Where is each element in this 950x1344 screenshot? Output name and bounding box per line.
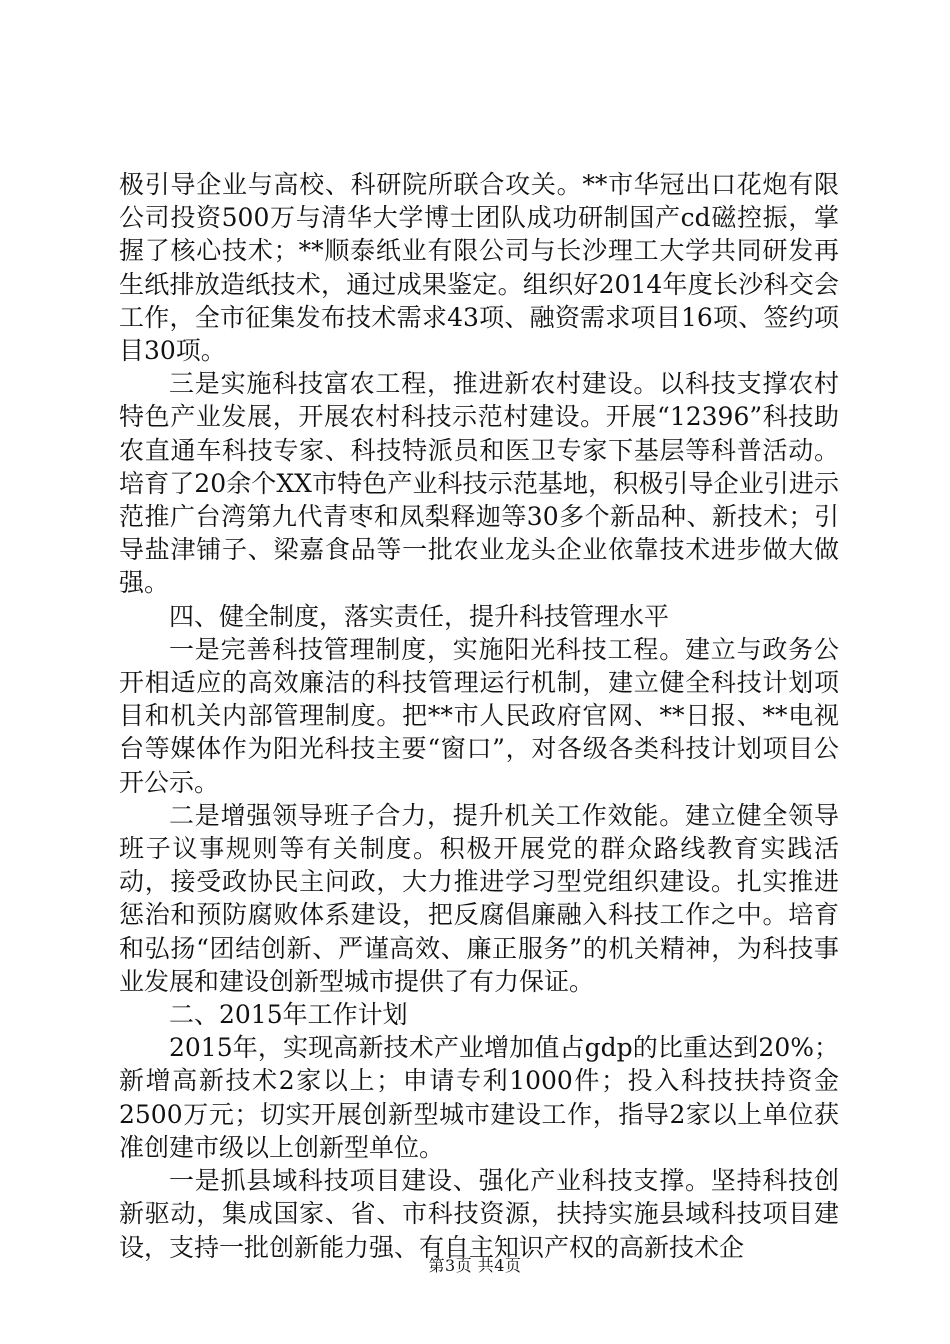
paragraph-3: 一是完善科技管理制度，实施阳光科技工程。建立与政务公开相适应的高效廉洁的科技管理运行机制，建立健全科技计划项目和机关内部管理制度。把**市人民政府官网、**日报、**电视台等媒体作为阳光科技主要“窗口”，对各级各类科技计划项目公开公示。 <box>119 634 839 797</box>
paragraph-2: 三是实施科技富农工程，推进新农村建设。以科技支撑农村特色产业发展，开展农村科技示范村建设。开展“12396”科技助农直通车科技专家、科技特派员和医卫专家下基层等科普活动。培育了20余个XX市特色产业科技示范基地，积极引导企业引进示范推广台湾第九代青枣和凤梨释迦等30多个新品种、新技术；引导盐津铺子、梁嘉食品等一批农业龙头企业依靠技术进步做大做强。 <box>119 369 839 598</box>
document-body <box>119 168 839 1264</box>
paragraph-5: 2015年，实现高新技术产业增加值占gdp的比重达到20%；新增高新技术2家以上；申请专利1000件；投入科技扶持资金2500万元；切实开展创新型城市建设工作，指导2家以上单位获准创建市级以上创新型单位。 <box>119 1033 839 1162</box>
section-heading-plan: 二、2015年工作计划 <box>169 1000 408 1030</box>
paragraph-6: 一是抓县域科技项目建设、强化产业科技支撑。坚持科技创新驱动，集成国家、省、市科技资源，扶持实施县域科技项目建设，支持一批创新能力强、有自主知识产权的高新技术企 <box>119 1166 839 1262</box>
section-heading-4: 四、健全制度，落实责任，提升科技管理水平 <box>169 601 670 631</box>
page-footer: 第3页 共4页 <box>428 1256 522 1275</box>
paragraph-4: 二是增强领导班子合力，提升机关工作效能。建立健全领导班子议事规则等有关制度。积极开展党的群众路线教育实践活动，接受政协民主问政，大力推进学习型党组织建设。扎实推进惩治和预防腐败体系建设，把反腐倡廉融入科技工作之中。培育和弘扬“团结创新、严谨高效、廉正服务”的机关精神，为科技事业发展和建设创新型城市提供了有力保证。 <box>119 800 839 996</box>
paragraph-1: 极引导企业与高校、科研院所联合攻关。**市华冠出口花炮有限公司投资500万与清华大学博士团队成功研制国产cd磁控振，掌握了核心技术；**顺泰纸业有限公司与长沙理工大学共同研发再生纸排放造纸技术，通过成果鉴定。组织好2014年度长沙科交会工作，全市征集发布技术需求43项、融资需求项目16项、签约项目30项。 <box>119 170 839 366</box>
